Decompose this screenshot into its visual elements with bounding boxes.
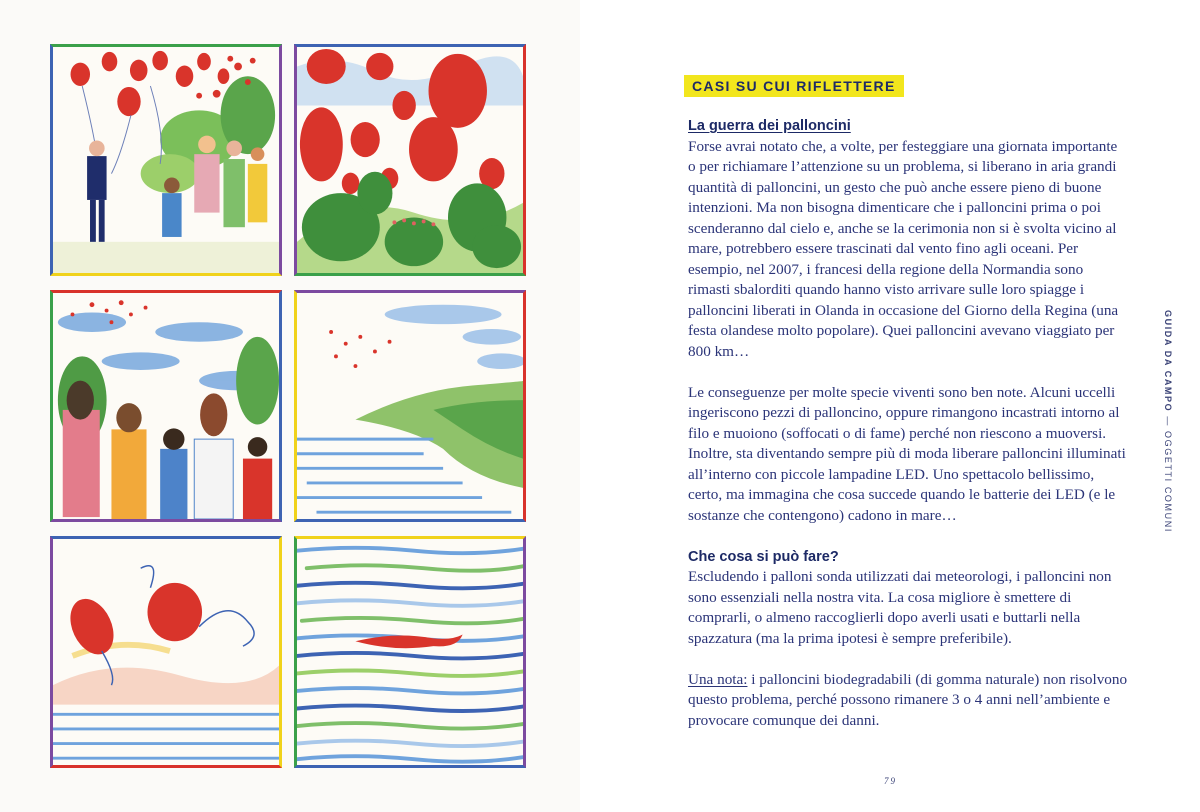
balloon-release-illustration <box>53 47 279 273</box>
running-header-section: GUIDA DA CAMPO <box>1163 310 1173 413</box>
paragraph-gap <box>688 362 1128 383</box>
article-body <box>688 116 1128 731</box>
paragraph-gap <box>688 526 1128 547</box>
note-text: i palloncini biodegradabili (di gomma naturale) non risolvono questo problema, perché possono rimanere 3 o 4 anni nell’ambiente e provocare comunque dei danni. <box>688 670 1128 729</box>
panel-deflated-balloons <box>50 536 282 768</box>
section-tag: CASI SU CUI RIFLETTERE <box>684 75 904 97</box>
illustration-page <box>0 0 580 812</box>
running-header-topic: — OGGETTI COMUNI <box>1163 412 1173 533</box>
forest-balloons-illustration <box>297 47 523 273</box>
text-page <box>580 0 1200 812</box>
heading-what-to-do: Che cosa si può fare? <box>688 548 839 565</box>
note-label: Una nota: <box>688 670 748 688</box>
paragraph-note <box>688 670 1128 732</box>
paragraph-consequences: Le conseguenze per molte specie viventi sono ben note. Alcuni uccelli ingeriscono pezzi di palloncino, oppure rimangono incastrati intorno al filo e muoiono (soffocati o di fame) perché non riescono a muoversi. Inoltre, sta diventando sempre più di moda liberare palloncini illuminati all’interno con piccole lampadine LED. Uno spettacolo bellissimo, certo, ma immagina che cosa succede quando le batterie dei LED (e le sostanze che contengono) cadono in mare… <box>688 383 1126 524</box>
paragraph-gap <box>688 649 1128 670</box>
crowd-sky-illustration <box>53 293 279 519</box>
illustration-grid <box>50 44 550 768</box>
paragraph-intro: Forse avrai notato che, a volte, per festeggiare una giornata importante o per richiamare l’attenzione su un problema, si liberano in aria grandi quantità di palloncini, un gesto che può anche essere pieno di buone intenzioni. Ma non bisogna dimenticare che i palloncini prima o poi scenderanno dal cielo e, anche se la cerimonia non si è svolta vicino al mare, potrebbero essere trascinati dal vento fino agli oceani. Per esempio, nel 2007, i francesi della regione della Normandia sono rimasti sbalorditi quando hanno visto arrivare sulle loro spiagge i palloncini liberati in Olanda in occasione del Giorno della Regina (una festa olandese molto popolare). Quei palloncini avevano viaggiato per 800 km… <box>688 137 1119 360</box>
panel-waves <box>294 536 526 768</box>
panel-forest-balloons <box>294 44 526 276</box>
deflated-balloons-illustration <box>53 539 279 765</box>
waves-illustration <box>297 539 523 765</box>
running-header <box>1163 310 1173 533</box>
panel-crowd-sky <box>50 290 282 522</box>
paragraph-solutions: Escludendo i palloni sonda utilizzati dai meteorologi, i palloncini non sono essenziali nella nostra vita. La cosa migliore è smettere di comprarli, o almeno raccoglierli dopo averli usati e buttarli nella spazzatura (ma la prima ipotesi è sempre preferibile). <box>688 568 1112 647</box>
coastline-illustration <box>297 293 523 519</box>
heading-balloon-war: La guerra dei palloncini <box>688 118 851 134</box>
panel-coastline <box>294 290 526 522</box>
panel-balloon-release <box>50 44 282 276</box>
page-number: 79 <box>884 776 897 786</box>
